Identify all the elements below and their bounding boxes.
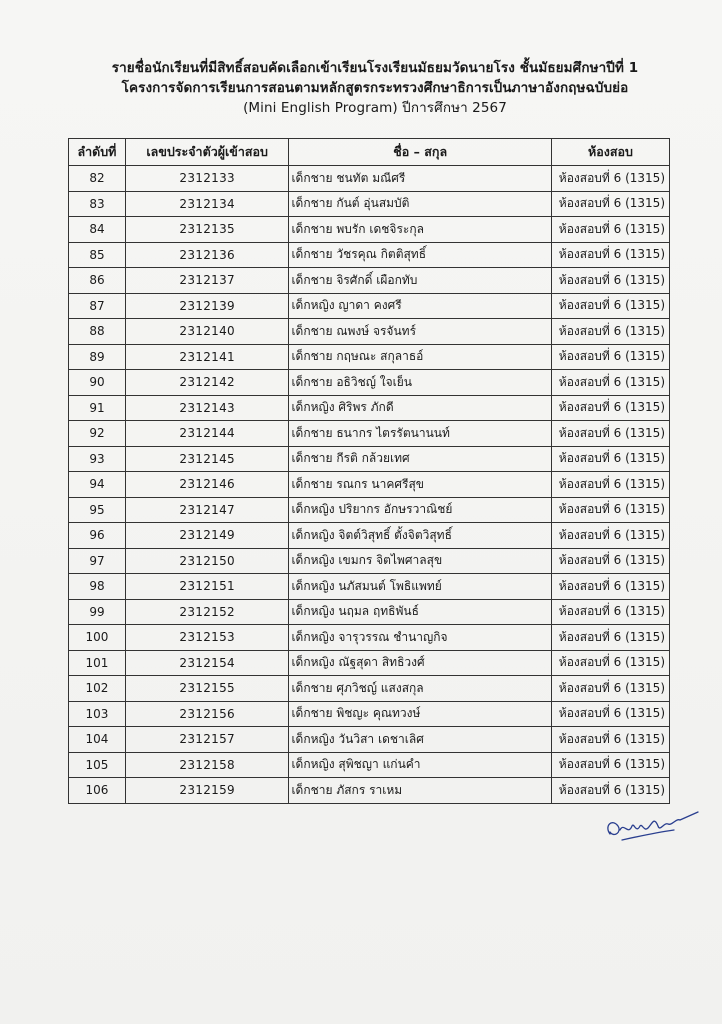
exam-room: ห้องสอบที่ 6 (1315) [551,752,669,778]
table-row [69,650,670,676]
candidate-name: เด็กหญิง จิตต์วิสุทธิ์ ตั้งจิตวิสุทธิ์ [289,523,552,549]
row-number: 85 [69,242,126,268]
table-row [69,293,670,319]
candidate-id: 2312159 [125,778,289,804]
header-line-3: (Mini English Program) ปีการศึกษา 2567 [243,100,507,116]
candidate-id: 2312145 [125,446,289,472]
candidate-name: เด็กหญิง เขมกร จิตไพศาลสุข [289,548,552,574]
candidate-name: เด็กชาย พิชญะ คุณทวงษ์ [289,701,552,727]
table-row [69,625,670,651]
row-number: 88 [69,319,126,345]
table-body [69,166,670,804]
candidate-name: เด็กชาย ภัสกร ราเหม [289,778,552,804]
exam-room: ห้องสอบที่ 6 (1315) [551,446,669,472]
column-header-room: ห้องสอบ [551,139,669,166]
row-number: 94 [69,472,126,498]
candidate-table [68,138,670,804]
candidate-name: เด็กหญิง นภัสมนต์ โพธิแพทย์ [289,574,552,600]
row-number: 82 [69,166,126,192]
candidate-id: 2312141 [125,344,289,370]
row-number: 104 [69,727,126,753]
row-number: 98 [69,574,126,600]
document-header [60,58,690,118]
candidate-name: เด็กหญิง ศิริพร ภักดี [289,395,552,421]
candidate-id: 2312146 [125,472,289,498]
exam-room: ห้องสอบที่ 6 (1315) [551,344,669,370]
exam-room: ห้องสอบที่ 6 (1315) [551,650,669,676]
row-number: 103 [69,701,126,727]
exam-room: ห้องสอบที่ 6 (1315) [551,319,669,345]
exam-room: ห้องสอบที่ 6 (1315) [551,497,669,523]
exam-room: ห้องสอบที่ 6 (1315) [551,701,669,727]
candidate-name: เด็กชาย อธิวิชญ์ ใจเย็น [289,370,552,396]
row-number: 90 [69,370,126,396]
row-number: 100 [69,625,126,651]
candidate-name: เด็กชาย จิรศักดิ์ เผือกทับ [289,268,552,294]
column-header-no: ลำดับที่ [69,139,126,166]
candidate-id: 2312144 [125,421,289,447]
table-row [69,344,670,370]
table-row [69,472,670,498]
exam-room: ห้องสอบที่ 6 (1315) [551,268,669,294]
signature [600,796,700,846]
exam-room: ห้องสอบที่ 6 (1315) [551,599,669,625]
row-number: 95 [69,497,126,523]
exam-room: ห้องสอบที่ 6 (1315) [551,523,669,549]
table-header-row [69,139,670,166]
table-row [69,217,670,243]
row-number: 92 [69,421,126,447]
exam-room: ห้องสอบที่ 6 (1315) [551,217,669,243]
exam-room: ห้องสอบที่ 6 (1315) [551,370,669,396]
candidate-id: 2312133 [125,166,289,192]
candidate-id: 2312136 [125,242,289,268]
row-number: 87 [69,293,126,319]
row-number: 91 [69,395,126,421]
candidate-id: 2312157 [125,727,289,753]
candidate-id: 2312142 [125,370,289,396]
table-row [69,370,670,396]
candidate-name: เด็กชาย ศุภวิชญ์ แสงสกุล [289,676,552,702]
candidate-name: เด็กหญิง วันวิสา เดชาเลิศ [289,727,552,753]
exam-room: ห้องสอบที่ 6 (1315) [551,574,669,600]
candidate-id: 2312156 [125,701,289,727]
candidate-name: เด็กชาย กีรติ กล้วยเทศ [289,446,552,472]
candidate-name: เด็กชาย ธนากร ไตรรัตนานนท์ [289,421,552,447]
row-number: 101 [69,650,126,676]
table-row [69,548,670,574]
candidate-id: 2312143 [125,395,289,421]
candidate-name: เด็กชาย ณพงษ์ จรจันทร์ [289,319,552,345]
candidate-id: 2312149 [125,523,289,549]
exam-room: ห้องสอบที่ 6 (1315) [551,242,669,268]
column-header-name: ชื่อ – สกุล [289,139,552,166]
candidate-id: 2312137 [125,268,289,294]
row-number: 96 [69,523,126,549]
column-header-id: เลขประจำตัวผู้เข้าสอบ [125,139,289,166]
candidate-name: เด็กชาย พบรัก เดชจิระกุล [289,217,552,243]
candidate-id: 2312154 [125,650,289,676]
table-row [69,421,670,447]
row-number: 102 [69,676,126,702]
candidate-id: 2312158 [125,752,289,778]
candidate-name: เด็กชาย กฤษณะ สกุลาธอ์ [289,344,552,370]
row-number: 99 [69,599,126,625]
candidate-name: เด็กหญิง ณัฐสุดา สิทธิวงศ์ [289,650,552,676]
exam-room: ห้องสอบที่ 6 (1315) [551,421,669,447]
exam-room: ห้องสอบที่ 6 (1315) [551,625,669,651]
table-row [69,268,670,294]
header-line-1: รายชื่อนักเรียนที่มีสิทธิ์สอบคัดเลือกเข้าเรียนโรงเรียนมัธยมวัดนายโรง ชั้นมัธยมศึกษาปีที่ 1 [111,60,639,76]
table-row [69,676,670,702]
row-number: 84 [69,217,126,243]
candidate-id: 2312147 [125,497,289,523]
table-row [69,752,670,778]
table-row [69,319,670,345]
exam-room: ห้องสอบที่ 6 (1315) [551,191,669,217]
candidate-id: 2312139 [125,293,289,319]
table-row [69,497,670,523]
candidate-id: 2312153 [125,625,289,651]
candidate-name: เด็กชาย ชนทัต มณีศรี [289,166,552,192]
table-row [69,446,670,472]
row-number: 83 [69,191,126,217]
header-line-2: โครงการจัดการเรียนการสอนตามหลักสูตรกระทรวงศึกษาธิการเป็นภาษาอังกฤษฉบับย่อ [121,80,629,96]
row-number: 93 [69,446,126,472]
table-row [69,242,670,268]
table-row [69,191,670,217]
candidate-id: 2312152 [125,599,289,625]
row-number: 105 [69,752,126,778]
candidate-name: เด็กชาย กันต์ อุ่นสมบัติ [289,191,552,217]
table-row [69,701,670,727]
row-number: 97 [69,548,126,574]
candidate-id: 2312135 [125,217,289,243]
exam-room: ห้องสอบที่ 6 (1315) [551,293,669,319]
exam-room: ห้องสอบที่ 6 (1315) [551,778,669,804]
candidate-name: เด็กหญิง ปริยากร อักษรวาณิชย์ [289,497,552,523]
row-number: 86 [69,268,126,294]
exam-room: ห้องสอบที่ 6 (1315) [551,472,669,498]
table-row [69,778,670,804]
table-row [69,166,670,192]
exam-room: ห้องสอบที่ 6 (1315) [551,548,669,574]
row-number: 89 [69,344,126,370]
table-row [69,395,670,421]
candidate-name: เด็กหญิง ญาดา คงศรี [289,293,552,319]
candidate-name: เด็กหญิง จารุวรรณ ชำนาญกิจ [289,625,552,651]
candidate-name: เด็กชาย รณกร นาคศรีสุข [289,472,552,498]
candidate-name: เด็กหญิง สุพิชญา แก่นคำ [289,752,552,778]
exam-room: ห้องสอบที่ 6 (1315) [551,676,669,702]
table-row [69,523,670,549]
candidate-id: 2312151 [125,574,289,600]
table-row [69,599,670,625]
candidate-name: เด็กชาย วัชรคุณ กิตติสุทธิ์ [289,242,552,268]
candidate-id: 2312150 [125,548,289,574]
exam-room: ห้องสอบที่ 6 (1315) [551,395,669,421]
candidate-id: 2312134 [125,191,289,217]
exam-room: ห้องสอบที่ 6 (1315) [551,727,669,753]
table-row [69,727,670,753]
exam-room: ห้องสอบที่ 6 (1315) [551,166,669,192]
row-number: 106 [69,778,126,804]
table-row [69,574,670,600]
candidate-name: เด็กหญิง นฤมล ฤทธิพันธ์ [289,599,552,625]
candidate-id: 2312155 [125,676,289,702]
candidate-id: 2312140 [125,319,289,345]
